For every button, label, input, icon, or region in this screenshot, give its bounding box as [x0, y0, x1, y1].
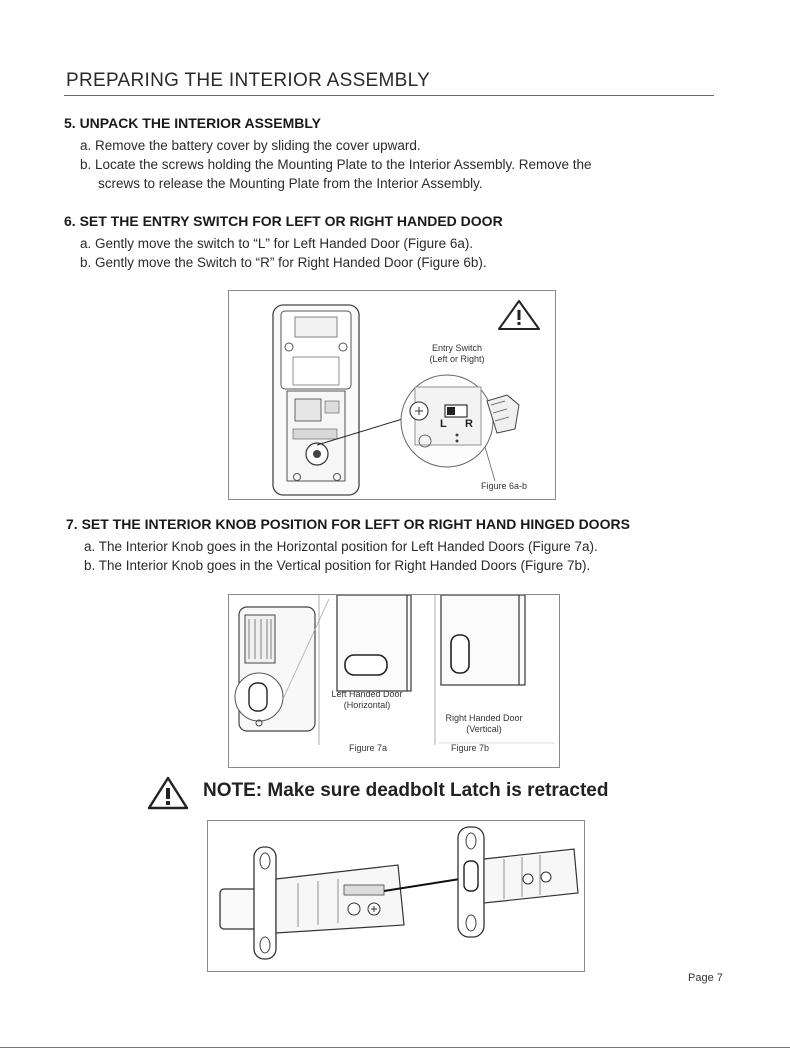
step-5b-continued-text: screws to release the Mounting Plate from the Interior Assembly. — [98, 176, 483, 191]
left-handed-label-line2: (Horizontal) — [343, 700, 391, 710]
entry-switch-label-line2: (Left or Right) — [429, 354, 485, 364]
step-5-heading: 5. UNPACK THE INTERIOR ASSEMBLY — [64, 115, 321, 131]
switch-r-label: R — [465, 418, 473, 430]
entry-switch-label-line1: Entry Switch — [431, 343, 482, 353]
right-handed-label-line2: (Vertical) — [466, 724, 502, 734]
figure-7-box — [228, 594, 560, 768]
section-title: PREPARING THE INTERIOR ASSEMBLY — [66, 70, 431, 91]
deadbolt-latch-illustration — [208, 821, 584, 971]
figure-6-box — [228, 290, 556, 500]
figure-6-illustration — [229, 291, 555, 499]
figure-7-illustration — [229, 595, 559, 767]
page-number: Page 7 — [688, 972, 723, 984]
note-text: NOTE: Make sure deadbolt Latch is retracted — [203, 780, 609, 801]
step-7b-text: b. The Interior Knob goes in the Vertical position for Right Handed Doors (Figure 7b). — [84, 558, 591, 573]
switch-l-label: L — [440, 418, 447, 430]
step-6-heading: 6. SET THE ENTRY SWITCH FOR LEFT OR RIGHT HANDED DOOR — [64, 213, 503, 229]
figure-6-warning-icon — [499, 301, 539, 329]
step-7-heading: 7. SET THE INTERIOR KNOB POSITION FOR LEFT OR RIGHT HAND HINGED DOORS — [66, 516, 630, 532]
left-handed-label-line1: Left Handed Door — [331, 689, 403, 699]
step-6b-text: b. Gently move the Switch to “R” for Right Handed Door (Figure 6b). — [80, 255, 487, 270]
step-6a-text: a. Gently move the switch to “L” for Left Handed Door (Figure 6a). — [80, 236, 474, 251]
warning-triangle-icon — [146, 775, 190, 811]
figure-7b-caption: Figure 7b — [450, 743, 490, 753]
figure-6-caption: Figure 6a-b — [480, 481, 528, 491]
step-5a-text: a. Remove the battery cover by sliding the cover upward. — [80, 138, 421, 153]
step-7a-text: a. The Interior Knob goes in the Horizontal position for Left Handed Doors (Figure 7a). — [84, 539, 598, 554]
bottom-rule — [0, 1047, 790, 1048]
step-5b-text: b. Locate the screws holding the Mounting Plate to the Interior Assembly. Remove the — [80, 157, 592, 172]
section-rule — [64, 95, 714, 96]
figure-7a-caption: Figure 7a — [348, 743, 388, 753]
right-handed-label-line1: Right Handed Door — [445, 713, 523, 723]
deadbolt-latch-figure — [207, 820, 585, 972]
